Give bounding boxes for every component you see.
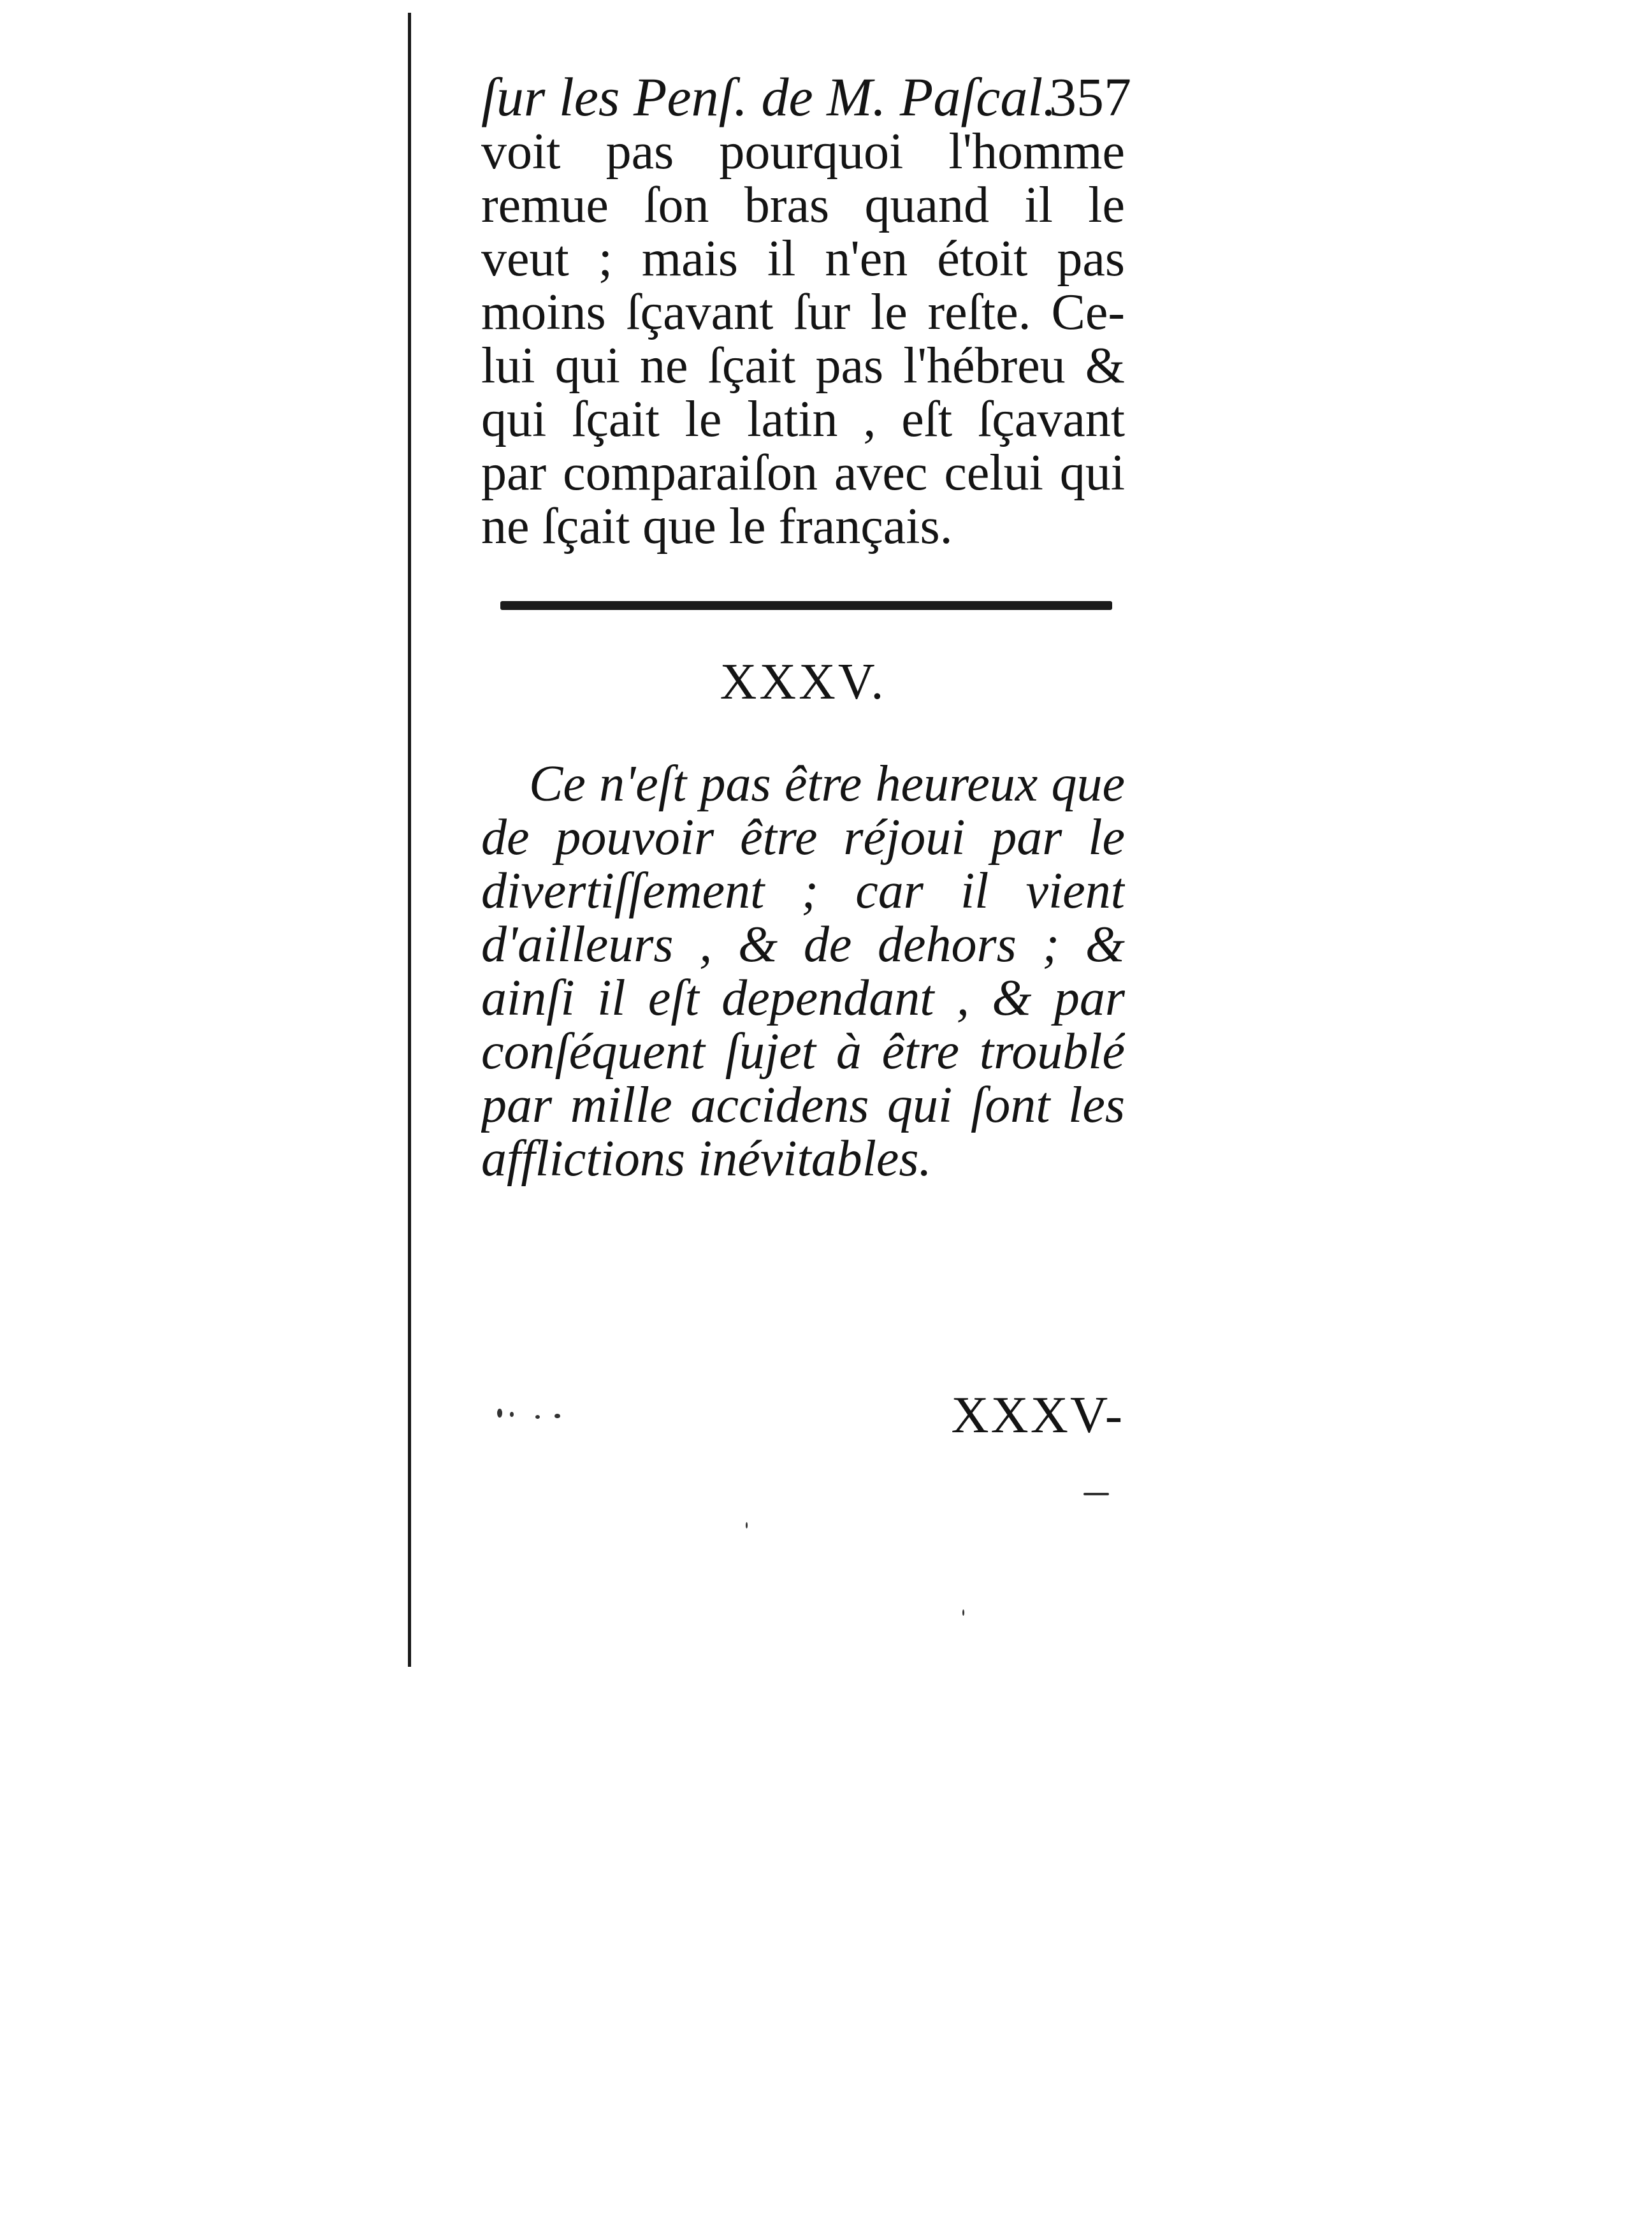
scan-speck — [746, 1522, 748, 1528]
text-line: ne ſçait que le français. — [481, 498, 953, 555]
text-line: conſéquent ſujet à être troublé — [481, 1024, 1125, 1080]
page-number: 357 — [1049, 66, 1131, 127]
section-heading: XXXV. — [720, 654, 887, 710]
scan-speck — [962, 1609, 964, 1616]
catchword: XXXV- — [951, 1386, 1124, 1444]
scan-speck — [510, 1412, 514, 1417]
text-line: lui qui ne ſçait pas l'hébreu & — [481, 338, 1125, 394]
gutter-rule — [408, 13, 411, 1667]
text-line: remue ſon bras quand il le — [481, 177, 1125, 233]
scan-speck — [535, 1415, 540, 1419]
section-divider — [500, 601, 1112, 610]
text-line: voit pas pourquoi l'homme — [481, 124, 1125, 180]
text-line: Ce n'eſt pas être heureux que — [529, 756, 1125, 812]
text-line: divertiſſement ; car il vient — [481, 863, 1125, 919]
text-line: d'ailleurs , & de dehors ; & — [481, 917, 1125, 973]
text-line: qui ſçait le latin , eſt ſçavant — [481, 391, 1125, 447]
scan-speck — [554, 1414, 560, 1418]
text-line: par mille accidens qui ſont les — [481, 1077, 1125, 1133]
text-line: moins ſçavant ſur le reſte. Ce- — [481, 284, 1125, 340]
scan-speck — [497, 1409, 502, 1418]
text-line: ainſi il eſt dependant , & par — [481, 970, 1125, 1026]
text-line: veut ; mais il n'en étoit pas — [481, 231, 1125, 287]
running-title: ſur les Penſ. de M. Paſcal. — [481, 66, 1057, 127]
text-line: afflictions inévitables. — [481, 1131, 932, 1187]
scan-speck — [1083, 1493, 1109, 1495]
text-line: de pouvoir être réjoui par le — [481, 809, 1125, 866]
text-line: par comparaiſon avec celui qui — [481, 445, 1125, 501]
